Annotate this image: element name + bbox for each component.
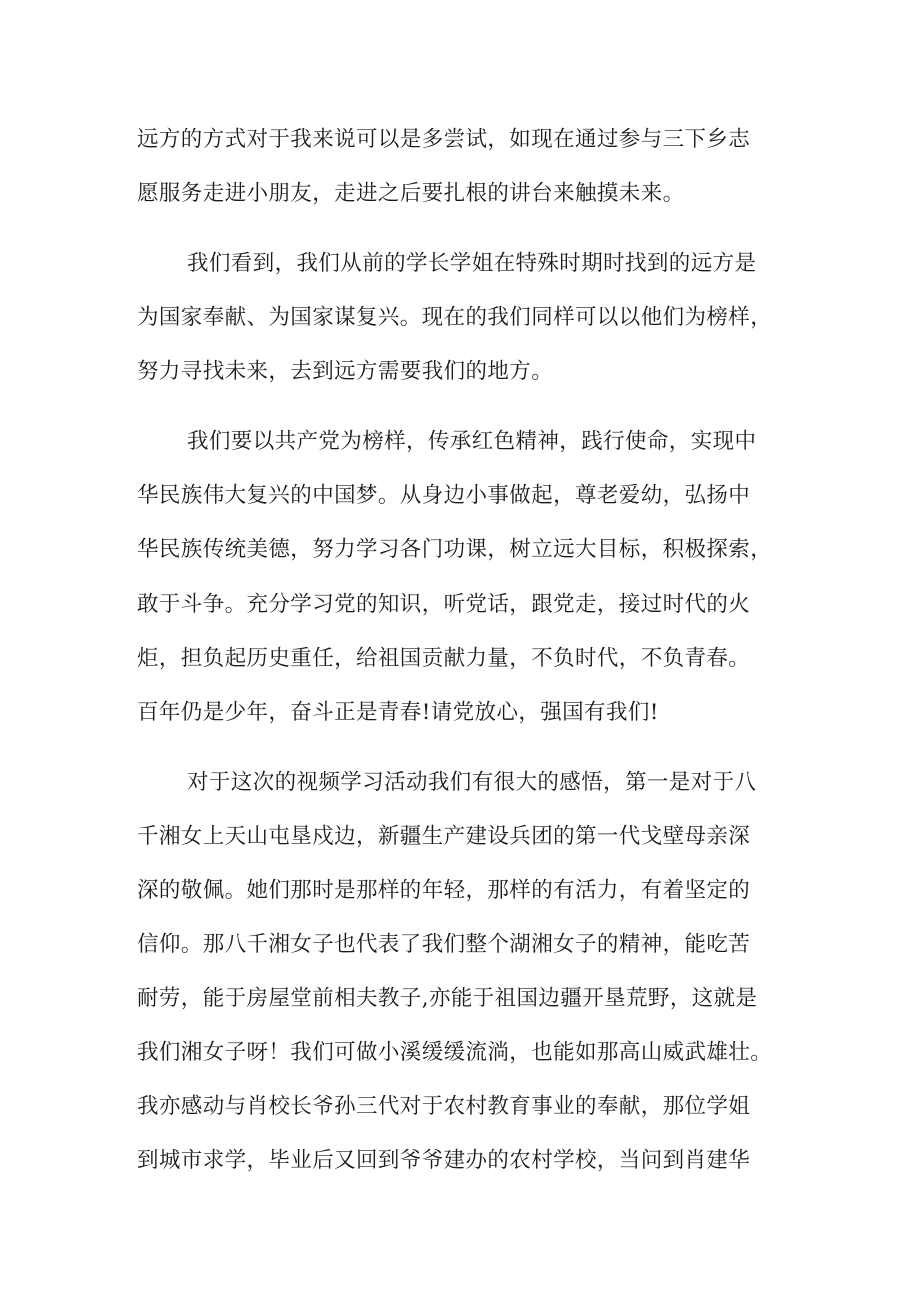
- paragraph-2-line-3: 努力寻找未来，去到远方需要我们的地方。: [137, 359, 554, 384]
- paragraph-1-line-1: 远方的方式对于我来说可以是多尝试，如现在通过参与三下乡志: [137, 127, 751, 152]
- paragraph-4-line-4: 信仰。那八千湘女子也代表了我们整个湖湘女子的精神，能吃苦: [137, 932, 751, 957]
- paragraph-4-line-5: 耐劳，能于房屋堂前相夫教子,亦能于祖国边疆开垦荒野，这就是: [137, 986, 758, 1011]
- paragraph-2-line-2: 为国家奉献、为国家谋复兴。现在的我们同样可以以他们为榜样，: [137, 305, 773, 330]
- paragraph-2-line-1: 我们看到，我们从前的学长学姐在特殊时期时找到的远方是: [187, 251, 757, 276]
- paragraph-4-line-2: 千湘女上天山屯垦戍边，新疆生产建设兵团的第一代戈壁母亲深: [137, 824, 751, 849]
- paragraph-1-line-2: 愿服务走进小朋友，走进之后要扎根的讲台来触摸未来。: [137, 181, 685, 206]
- paragraph-3-line-2: 华民族伟大复兴的中国梦。从身边小事做起，尊老爱幼，弘扬中: [137, 483, 751, 508]
- paragraph-4-line-8: 到城市求学，毕业后又回到爷爷建办的农村学校，当问到肖建华: [137, 1148, 751, 1173]
- paragraph-3-line-4: 敢于斗争。充分学习党的知识，听党话，跟党走，接过时代的火: [137, 592, 751, 617]
- paragraph-3-line-1: 我们要以共产党为榜样，传承红色精神，践行使命，实现中: [187, 429, 757, 454]
- paragraph-3-line-3: 华民族传统美德，努力学习各门功课，树立远大目标，积极探索，: [137, 537, 773, 562]
- paragraph-4-line-7: 我亦感动与肖校长爷孙三代对于农村教育事业的奉献，那位学姐: [137, 1094, 751, 1119]
- paragraph-4-line-3: 深的敬佩。她们那时是那样的年轻，那样的有活力，有着坚定的: [137, 878, 751, 903]
- paragraph-4-line-1: 对于这次的视频学习活动我们有很大的感悟，第一是对于八: [187, 770, 757, 795]
- paragraph-4-line-6: 我们湘女子呀！我们可做小溪缓缓流淌，也能如那高山威武雄壮。: [137, 1040, 773, 1065]
- paragraph-3-line-6: 百年仍是少年，奋斗正是青春!请党放心，强国有我们!: [137, 700, 659, 725]
- paragraph-3-line-5: 炬，担负起历史重任，给祖国贡献力量，不负时代，不负青春。: [137, 646, 751, 671]
